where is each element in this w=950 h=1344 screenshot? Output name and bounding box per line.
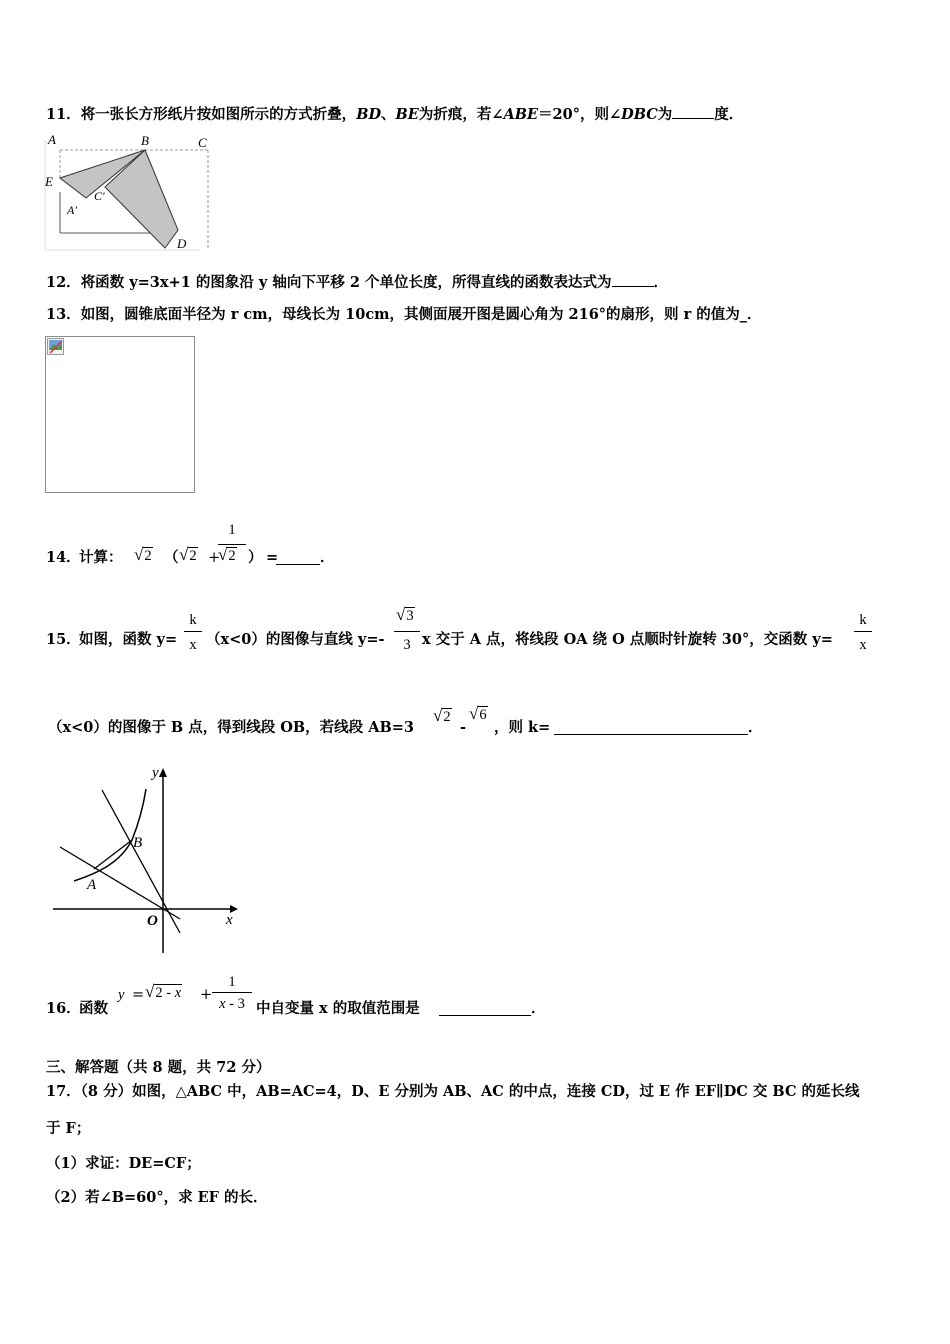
q11-label-C-prime: C': [94, 189, 105, 203]
q15-text-5: ，则 k=: [494, 719, 551, 736]
q14-right-paren: ）: [248, 549, 263, 566]
q15-text-4: （x<0）的图像于 B 点，得到线段 OB，若线段 AB=3: [48, 719, 414, 736]
q15-frac1-bar: [184, 631, 202, 632]
q16-number: 16．: [46, 1000, 81, 1017]
q16-y: y: [118, 987, 125, 1003]
q14-end: ．: [320, 549, 335, 566]
q15-frac2-numerator: √3: [396, 605, 414, 624]
q11-label-A-prime: A': [67, 203, 77, 217]
section-heading: 三、解答题（共 8 题，共 72 分）: [46, 1059, 271, 1076]
q16-end: ．: [531, 1000, 546, 1017]
q15-frac1-denominator: x: [189, 637, 197, 653]
q16-frac-bar: [212, 992, 252, 993]
q16-text: 中自变量 x 的取值范围是: [256, 1000, 420, 1017]
q11-label-E: E: [45, 174, 53, 189]
q11-number: 11．: [46, 106, 81, 123]
q14-sqrt-2-b: √2: [179, 545, 197, 564]
q11-figure: [40, 130, 220, 252]
q16-sqrt: √2 - x: [145, 982, 182, 1001]
question-17-part-1: （1）求证：DE=CF；: [46, 1155, 201, 1172]
q11-answer-blank: [672, 104, 714, 119]
q14-sqrt-2: √2: [134, 545, 152, 564]
q14-equals: =: [266, 549, 279, 566]
q15-label-y: y: [152, 765, 159, 781]
q11-label-B: B: [141, 133, 149, 148]
q14-frac-denominator: √2: [218, 545, 236, 564]
question-12: [46, 272, 668, 292]
q16-answer-blank: [439, 1001, 531, 1016]
q11-bd: BD: [356, 106, 382, 123]
q15-number: 15．: [46, 631, 81, 648]
q12-number: 12．: [46, 274, 81, 291]
q15-y-arrow: [159, 768, 167, 777]
q15-label-B: B: [133, 835, 143, 851]
q13-number: 13．: [46, 306, 81, 323]
q11-text-2: 为折痕，若∠: [418, 106, 504, 123]
q15-frac2-denominator: 3: [403, 637, 411, 653]
q11-text-1: 将一张长方形纸片按如图所示的方式折叠，: [80, 106, 357, 123]
q15-text-1: 如图，函数 y=: [79, 631, 178, 648]
q15-sqrt-2: √2: [433, 706, 451, 725]
q15-label-O: O: [147, 913, 158, 929]
q13-text: 如图，圆锥底面半径为 r cm，母线长为 10cm，其侧面展开图是圆心角为 216°的扇形，则 r 的值为_．: [80, 306, 762, 323]
q11-text-4: 为: [657, 106, 673, 123]
q15-figure: [50, 763, 250, 963]
q14-frac-numerator: 1: [228, 522, 236, 538]
q16-plus: +: [200, 987, 213, 1003]
q11-dbc: DBC: [621, 106, 658, 123]
q15-frac1-numerator: k: [189, 612, 197, 628]
q14-answer-blank: [276, 550, 320, 565]
q15-frac2-bar: [394, 631, 420, 632]
q11-label-C: C: [198, 135, 207, 150]
q16-equals: =: [132, 987, 145, 1003]
q15-frac3-bar: [854, 631, 872, 632]
q15-label-x: x: [226, 912, 233, 928]
q15-segment-AB: [94, 840, 132, 869]
q16-label: 函数: [79, 1000, 108, 1017]
q11-text-5: 度．: [714, 106, 744, 123]
q12-end: ．: [653, 274, 669, 291]
q14-left-paren: （: [164, 549, 179, 566]
q13-broken-image-placeholder: [45, 336, 195, 493]
q16-frac-denominator: x - 3: [219, 996, 245, 1012]
q14-plus: +: [208, 550, 221, 566]
q11-label-D: D: [177, 236, 187, 251]
question-17-line-2: 于 F；: [46, 1120, 91, 1137]
q15-minus: -: [460, 719, 467, 736]
question-17-line-1: 17．（8 分）如图，△ABC 中，AB=AC=4，D、E 分别为 AB、AC 的中点，连接 CD，过 E 作 EF∥DC 交 BC 的延长线: [46, 1083, 860, 1100]
broken-image-icon: [47, 338, 65, 356]
q12-text: 将函数 y=3x+1 的图象沿 y 轴向下平移 2 个单位长度，所得直线的函数表达式为: [80, 274, 612, 291]
q11-text-3: ＝20°，则∠: [538, 106, 622, 123]
q12-answer-blank: [612, 272, 654, 287]
question-11: [46, 104, 743, 124]
q15-label-A: A: [87, 877, 97, 893]
q14-number: 14．: [46, 549, 81, 566]
q15-text-3: x 交于 A 点，将线段 OA 绕 O 点顺时针旋转 30°，交函数 y=: [422, 631, 833, 648]
question-13: [46, 306, 762, 324]
q15-sqrt-6: √6: [469, 704, 487, 723]
question-17-part-2: （2）若∠B=60°，求 EF 的长．: [46, 1189, 268, 1206]
q15-frac3-numerator: k: [859, 612, 867, 628]
q11-be: BE: [395, 106, 419, 123]
q15-frac3-denominator: x: [859, 637, 867, 653]
q16-frac-numerator: 1: [228, 974, 236, 990]
q11-label-A: A: [48, 132, 56, 147]
q14-label: 计算：: [79, 549, 123, 566]
q15-text-2: （x<0）的图像与直线 y=-: [206, 631, 385, 648]
q15-answer-blank: [554, 720, 748, 735]
q11-abe: ABE: [503, 106, 539, 123]
q15-line-OA: [60, 847, 180, 919]
q11-sep: 、: [381, 106, 396, 123]
q15-end: ．: [748, 719, 763, 736]
